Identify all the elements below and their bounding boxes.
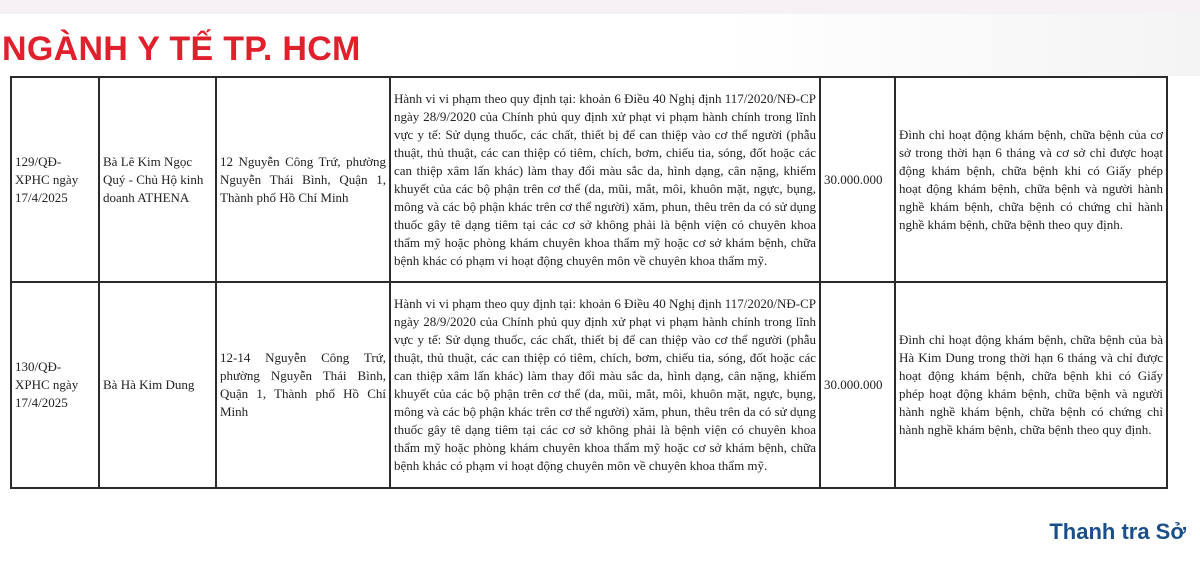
address-cell: 12-14 Nguyễn Công Trứ, phường Nguyễn Thái Bình, Quận 1, Thành phố Hồ Chí Minh: [216, 282, 390, 488]
additional-penalty-cell: Đình chỉ hoạt động khám bệnh, chữa bệnh của cơ sở trong thời hạn 6 tháng và cơ sở chỉ được hoạt động khám bệnh, chữa bệnh khi có Giấy phép hoạt động khám bệnh, chữa bệnh và người hành nghề khám bệnh, chữa bệnh có chứng chỉ hành nghề khám bệnh, chữa bệnh theo quy định.: [895, 77, 1167, 282]
decision-number-cell: 129/QĐ-XPHC ngày 17/4/2025: [11, 77, 99, 282]
additional-penalty-cell: Đình chỉ hoạt động khám bệnh, chữa bệnh của bà Hà Kim Dung trong thời hạn 6 tháng và chỉ được hoạt động khám bệnh, chữa bệnh khi có Giấy phép hoạt động khám bệnh, chữa bệnh và người hành nghề khám bệnh, chữa bệnh có chứng chỉ hành nghề khám bệnh, chữa bệnh theo quy định.: [895, 282, 1167, 488]
table-row: [11, 77, 1167, 282]
violator-name-cell: Bà Lê Kim Ngọc Quý - Chủ Hộ kinh doanh ATHENA: [99, 77, 216, 282]
top-strip: [0, 0, 1200, 15]
fine-amount-cell: 30.000.000: [820, 77, 895, 282]
source-credit: Thanh tra Sở: [1049, 519, 1186, 544]
violator-name-cell: Bà Hà Kim Dung: [99, 282, 216, 488]
violation-cell: Hành vi vi phạm theo quy định tại: khoản 6 Điều 40 Nghị định 117/2020/NĐ-CP ngày 28/9/2020 của Chính phủ quy định xử phạt vi phạm hành chính trong lĩnh vực y tế: Sử dụng thuốc, các chất, thiết bị để can thiệp vào cơ thể người (phẫu thuật, thủ thuật, các can thiệp có tiêm, chích, bơm, chiếu tia, sóng, đốt hoặc các can thiệp xâm lấn khác) làm thay đổi màu sắc da, hình dạng, cân nặng, khiếm khuyết của các bộ phận trên cơ thể (da, mũi, mắt, môi, khuôn mặt, ngực, bụng, mông và các bộ phận khác trên cơ thể người) xăm, phun, thêu trên da có sử dụng thuốc gây tê dạng tiêm tại các cơ sở không phải là bệnh viện có chuyên khoa thẩm mỹ hoặc phòng khám chuyên khoa thẩm mỹ hoặc cơ sở khám bệnh, chữa bệnh khác có phạm vi hoạt động chuyên môn về chuyên khoa thẩm mỹ.: [390, 77, 820, 282]
penalty-table: [10, 76, 1168, 489]
violation-cell: Hành vi vi phạm theo quy định tại: khoản 6 Điều 40 Nghị định 117/2020/NĐ-CP ngày 28/9/2020 của Chính phủ quy định xử phạt vi phạm hành chính trong lĩnh vực y tế: Sử dụng thuốc, các chất, thiết bị để can thiệp vào cơ thể người (phẫu thuật, thủ thuật, các can thiệp có tiêm, chích, bơm, chiếu tia, sóng, đốt hoặc các can thiệp xâm lấn khác) làm thay đổi màu sắc da, hình dạng, cân nặng, khiếm khuyết của các bộ phận trên cơ thể (da, mũi, mắt, môi, khuôn mặt, ngực, bụng, mông và các bộ phận khác trên cơ thể người) xăm, phun, thêu trên da có sử dụng thuốc gây tê dạng tiêm tại các cơ sở không phải là bệnh viện có chuyên khoa thẩm mỹ hoặc phòng khám chuyên khoa thẩm mỹ hoặc cơ sở khám bệnh, chữa bệnh khác có phạm vi hoạt động chuyên môn về chuyên khoa thẩm mỹ.: [390, 282, 820, 488]
header-banner: [0, 14, 1200, 76]
table-row: [11, 282, 1167, 488]
document-scan: [0, 76, 1200, 496]
address-cell: 12 Nguyễn Công Trứ, phường Nguyễn Thái Bình, Quận 1, Thành phố Hồ Chí Minh: [216, 77, 390, 282]
fine-amount-cell: 30.000.000: [820, 282, 895, 488]
decision-number-cell: 130/QĐ-XPHC ngày 17/4/2025: [11, 282, 99, 488]
page-title: NGÀNH Y TẾ TP. HCM: [2, 30, 361, 68]
